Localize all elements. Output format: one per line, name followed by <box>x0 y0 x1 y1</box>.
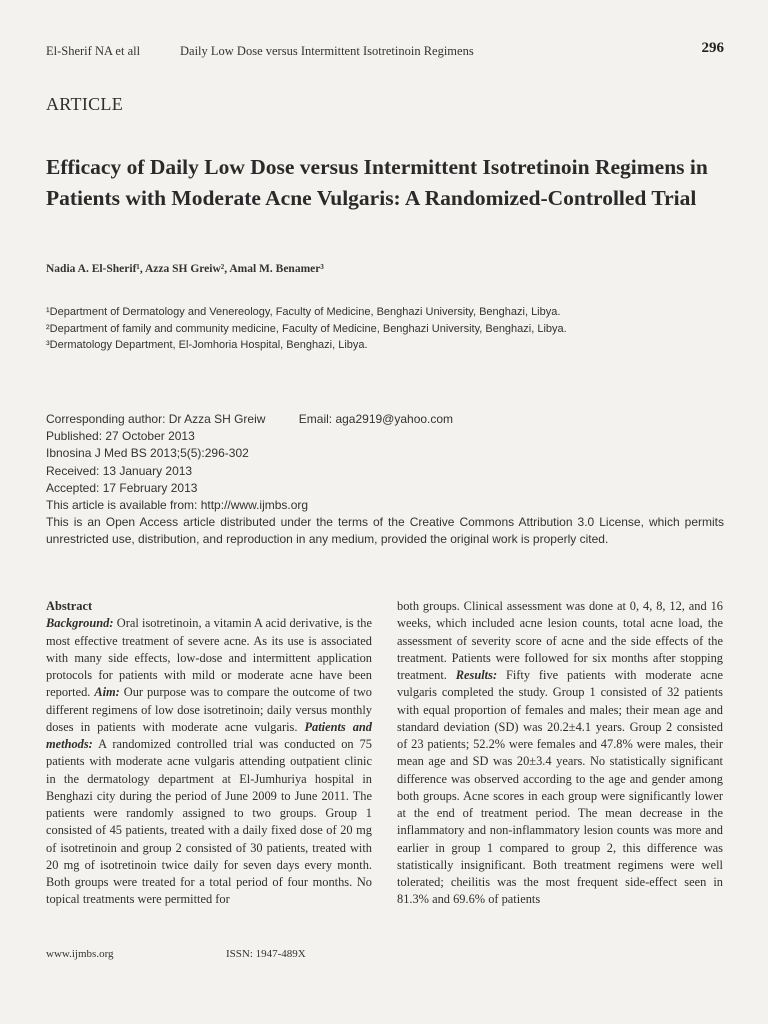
affiliation-3: ³Dermatology Department, El-Jomhoria Hospital, Benghazi, Libya. <box>46 339 368 351</box>
page-number: 296 <box>701 40 724 56</box>
methods-label: Patients and methods: <box>46 719 373 751</box>
header-running-title: Daily Low Dose versus Intermittent Isotretinoin Regimens <box>180 44 474 58</box>
citation: Ibnosina J Med BS 2013;5(5):296-302 <box>46 446 249 461</box>
footer-website[interactable]: www.ijmbs.org <box>46 948 114 960</box>
running-header <box>46 40 724 62</box>
corresponding-author: Corresponding author: Dr Azza SH Greiw <box>46 412 266 426</box>
background-text: Oral isotretinoin, a vitamin A acid derivative, is the most effective treatment of severe acne. As its use is associated with many side effects, low-dose and intermittent application protocols for patients with mild or moderate acne have been reported. <box>46 616 372 700</box>
abstract-paragraph-right <box>397 598 723 909</box>
section-label: ARTICLE <box>46 94 124 114</box>
affiliation-2: ²Department of family and community medicine, Faculty of Medicine, Benghazi University, Benghazi, Libya. <box>46 322 567 335</box>
published-date: Published: 27 October 2013 <box>46 429 195 444</box>
corresponding-email[interactable]: Email: aga2919@yahoo.com <box>298 412 454 426</box>
abstract-column-right <box>397 598 723 909</box>
background-label: Background: <box>46 616 114 631</box>
header-author: El-Sherif NA et all <box>46 44 141 58</box>
article-title: Efficacy of Daily Low Dose versus Intermittent Isotretinoin Regimens in Patients with Moderate Acne Vulgaris: A Randomized-Controlled Trial <box>46 155 708 210</box>
author-list: Nadia A. El-Sherif¹, Azza SH Greiw², Amal M. Benamer³ <box>46 263 324 275</box>
license-statement: This is an Open Access article distributed under the terms of the Creative Commons Attribution 3.0 License, which permits unrestricted use, distribution, and reproduction in any medium, provided the original work is properly cited. <box>46 515 724 547</box>
methods-text: A randomized controlled trial was conducted on 75 patients with moderate acne vulgaris attending outpatient clinic in the dermatology department at El-Jumhuriya hospital in Benghazi city during the period of June 2009 to June 2011. The patients were randomly assigned to two groups. Group 1 consisted of 45 patients, treated with a daily fixed dose of 20 mg of isotretinoin and group 2 consisted of 30 patients, treated with 20 mg of isotretinoin twice daily for seven days every month. Both groups were treated for a total period of four months. No topical treatments were permitted for <box>46 737 372 907</box>
affiliation-1: ¹Department of Dermatology and Venereology, Faculty of Medicine, Benghazi University, Benghazi, Libya. <box>46 306 561 318</box>
affiliations <box>46 304 726 354</box>
aim-label: Aim: <box>94 685 120 700</box>
abstract-paragraph-left <box>46 615 372 908</box>
abstract-heading: Abstract <box>46 599 93 613</box>
results-label: Results: <box>455 668 498 682</box>
abstract-column-left <box>46 598 372 909</box>
footer-issn: ISSN: 1947-489X <box>226 948 306 960</box>
results-text: Fifty five patients with moderate acne vulgaris completed the study. Group 1 consisted of 32 patients with equal proportion of females and males; their mean age and standard deviation (SD) was 20.2±4.1 years. Group 2 consisted of 23 patients; 52.2% were females and 47.8% were males, their mean age and SD was 20±3.4 years. No statistically significant difference was observed according to the age and gender among both groups. Acne scores in each group were significantly lower at the end of treatment period. The mean decrease in the inflammatory and non-inflammatory lesion counts was more and earlier in group 1 compared to group 2, this difference was statistically insignificant. Both treatment regimens were well tolerated; cheilitis was the most frequent side-effect seen in 81.3% and 69.6% of patients <box>397 668 724 907</box>
aim-text: Our purpose was to compare the outcome of two different regimens of low dose isotretinoin; daily versus monthly doses in patients with moderate acne vulgaris. <box>46 685 372 734</box>
received-date: Received: 13 January 2013 <box>46 463 193 478</box>
corresponding-line <box>46 411 724 428</box>
availability-link[interactable]: This article is available from: http://www.ijmbs.org <box>46 498 309 513</box>
accepted-date: Accepted: 17 February 2013 <box>46 480 198 495</box>
methods-continued-text: both groups. Clinical assessment was done at 0, 4, 8, 12, and 16 weeks, which included acne lesion counts, total acne load, the assessment of severity score of acne and the side effects of the treatment. Patients were followed for six months after stopping treatment. <box>397 599 723 682</box>
article-metadata <box>46 411 724 549</box>
